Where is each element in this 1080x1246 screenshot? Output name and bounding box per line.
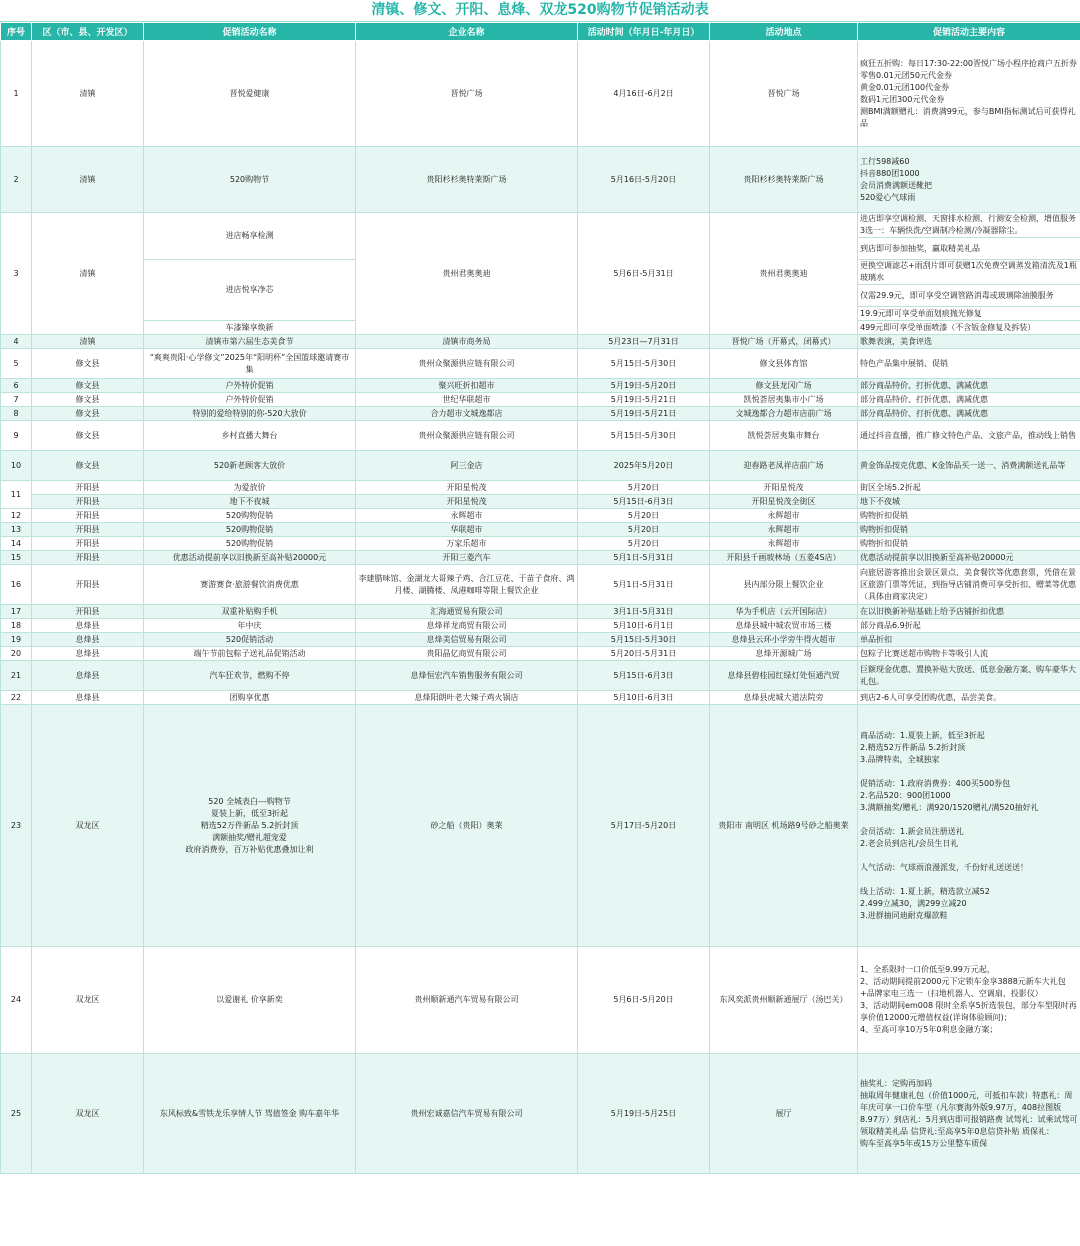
cell-time: 5月6日-5月31日 [578,213,710,335]
cell-place: 开阳县千画坡林场（五菱4S店） [710,551,858,565]
cell-company: 贵州顺新通汽车贸易有限公司 [356,947,578,1054]
cell-activity: 东风标致&雪铁龙乐享情人节 驾值签金 购车嘉年华 [144,1054,356,1174]
cell-no: 15 [1,551,32,565]
cell-time: 5月6日-5月20日 [578,947,710,1054]
cell-activity: 清镇市第六届生态美食节 [144,335,356,349]
cell-company: 世纪华联超市 [356,393,578,407]
cell-district: 修文县 [32,407,144,421]
cell-content: 通过抖音直播，推广修文特色产品、文旅产品，推动线上销售 [858,421,1080,451]
cell-activity: 晋悦爱健康 [144,41,356,147]
cell-district: 开阳县 [32,495,144,509]
cell-place: 县内部分限上餐饮企业 [710,565,858,605]
cell-content: 到店即可参加抽奖，赢取精美礼品 [858,238,1080,260]
table-row [1,661,1080,691]
cell-no: 17 [1,605,32,619]
cell-no: 9 [1,421,32,451]
cell-place: 息烽县虎城大道法院旁 [710,691,858,705]
cell-activity: 520购物节 [144,147,356,213]
cell-company: 李建腊味馆、金湖龙大哥辣子鸡、合江豆花、于苗子食府、鸿月楼、湖腾楼、凤港咖啡等限上餐饮企业 [356,565,578,605]
cell-district: 双龙区 [32,947,144,1054]
cell-content: 工行598减60 抖音880团1000 会员消费满额送靴把 520爱心气球雨 [858,147,1080,213]
cell-company: 汇海通贸易有限公司 [356,605,578,619]
table-row [1,393,1080,407]
cell-time: 5月1日-5月31日 [578,551,710,565]
cell-no: 4 [1,335,32,349]
cell-activity: 进店畅享检测 [144,213,356,260]
cell-company: 清镇市商务局 [356,335,578,349]
cell-place: 修文县体育馆 [710,349,858,379]
cell-no: 19 [1,633,32,647]
cell-place: 修文县龙冈广场 [710,379,858,393]
table-row [1,495,1080,509]
header-row [1,23,1080,41]
cell-no: 7 [1,393,32,407]
cell-time: 3月1日-5月31日 [578,605,710,619]
cell-district: 开阳县 [32,605,144,619]
cell-place: 贵阳杉杉奥特莱斯广场 [710,147,858,213]
cell-company: 贵州众聚源供应链有限公司 [356,421,578,451]
cell-company: 开阳星悦茂 [356,481,578,495]
cell-district: 双龙区 [32,705,144,947]
cell-content: 在以旧换新补贴基础上给予店铺折扣优惠 [858,605,1080,619]
cell-place: 贵州君奥奥迪 [710,213,858,335]
cell-content: 部分商品特价、打折优惠、满减优惠 [858,407,1080,421]
cell-activity: 汽车狂欢节，燃购不停 [144,661,356,691]
cell-no: 21 [1,661,32,691]
cell-district: 清镇 [32,213,144,335]
cell-content: 歌舞表演，美食评选 [858,335,1080,349]
cell-no: 24 [1,947,32,1054]
promotion-table [0,22,1080,1174]
cell-district: 清镇 [32,335,144,349]
cell-no: 13 [1,523,32,537]
cell-content: 疯狂五折购：每日17:30-22:00晋悦广场小程序抢商户五折券 零售0.01元团50元代金券 黄金0.01元团100代金券 数码1元团300元代金券 测BMI满额赠礼：消费满99元，参与BMI指标测试后可获得礼品 [858,41,1080,147]
cell-content: 部分商品特价、打折优惠、满减优惠 [858,393,1080,407]
cell-no: 10 [1,451,32,481]
cell-activity: 地下不夜城 [144,495,356,509]
cell-district: 息烽县 [32,661,144,691]
cell-activity: 进店悦享净芯 [144,260,356,321]
cell-place: 文城逸都合力超市店前广场 [710,407,858,421]
cell-activity: 户外特价促销 [144,393,356,407]
cell-activity: 优惠活动提前享以旧换新至高补贴20000元 [144,551,356,565]
cell-district: 息烽县 [32,691,144,705]
table-row [1,407,1080,421]
cell-time: 5月20日 [578,537,710,551]
cell-time: 5月16日-5月20日 [578,147,710,213]
header-place: 活动地点 [710,23,858,41]
cell-no: 2 [1,147,32,213]
cell-time: 5月15日-5月30日 [578,349,710,379]
cell-time: 5月19日-5月25日 [578,1054,710,1174]
cell-content: 包粽子比赛送超市购物卡等吸引人流 [858,647,1080,661]
cell-content: 向旅居游客推出会景区景点、美食餐饮等优惠套票，凭借在景区旅游门票等凭证，到指导店铺消费可享受折扣、赠菜等优惠（具体由商家决定） [858,565,1080,605]
cell-no: 6 [1,379,32,393]
cell-content: 购物折扣促销 [858,523,1080,537]
cell-content: 抽奖礼：定购再加码 抽取周年健康礼包（价值1000元，可抵扣车款）特惠礼：周年庆可享一口价车型（凡尔赛海外版9.97万，408拉图版8.97万）到店礼：5月到店即可报销路费 试驾礼：试乘试驾可领取精美礼品 信贷礼:至高享5年0息信贷补贴 质保礼： 购车至高享5年或15万公里整车质保 [858,1054,1080,1174]
cell-activity: 520购物促销 [144,509,356,523]
table-row [1,551,1080,565]
cell-place: 晋悦广场（开幕式，闭幕式） [710,335,858,349]
table-row [1,633,1080,647]
cell-activity: 520 全城表白---购物节 夏装上新，低至3折起 精选52万件新品 5.2折封顶 满额抽奖/赠礼超宠爱 政府消费券，百万补贴优惠叠加让利 [144,705,356,947]
cell-time: 5月17日-5月20日 [578,705,710,947]
table-row [1,379,1080,393]
cell-company: 贵州宏诚嘉信汽车贸易有限公司 [356,1054,578,1174]
header-no: 序号 [1,23,32,41]
cell-activity: 乡村直播大舞台 [144,421,356,451]
cell-content: 更换空调滤芯+雨刮片即可获赠1次免费空调蒸发箱清洗及1瓶玻璃水 [858,260,1080,285]
cell-district: 清镇 [32,41,144,147]
cell-activity: 车漆臻享焕新 [144,321,356,335]
cell-place: 东风奕派贵州顺新通展厅（汤巴关） [710,947,858,1054]
cell-content: 499元即可享受单面喷漆（不含钣金修复及拆装） [858,321,1080,335]
cell-time: 5月20日 [578,509,710,523]
cell-content: 进店即享空调检测、天窗排水检测、行测安全检测，增值服务3选一：车辆快洗/空调制冷检测/冷凝器除尘。 [858,213,1080,238]
cell-activity: 520购物促销 [144,537,356,551]
header-activity: 促销活动名称 [144,23,356,41]
cell-no: 12 [1,509,32,523]
cell-time: 5月10日-6月3日 [578,691,710,705]
cell-content: 部分商品6.9折起 [858,619,1080,633]
cell-activity: 特别的爱给特别的你-520大放价 [144,407,356,421]
table-row [1,41,1080,147]
cell-district: 开阳县 [32,523,144,537]
cell-time: 5月15日-6月3日 [578,495,710,509]
cell-district: 开阳县 [32,509,144,523]
cell-place: 永辉超市 [710,509,858,523]
cell-time: 5月15日-5月30日 [578,633,710,647]
cell-content: 巨额现金优惠、置换补贴大放送、低息金融方案、购车豪华大礼包。 [858,661,1080,691]
header-company: 企业名称 [356,23,578,41]
cell-company: 砂之船（贵阳）奥莱 [356,705,578,947]
cell-time: 5月19日-5月21日 [578,393,710,407]
header-district: 区（市、县、开发区） [32,23,144,41]
cell-company: 贵州众聚源供应链有限公司 [356,349,578,379]
cell-time: 5月1日-5月31日 [578,565,710,605]
cell-place: 展厅 [710,1054,858,1174]
cell-no: 14 [1,537,32,551]
cell-no: 11 [1,481,32,509]
cell-activity: 520新老顾客大放价 [144,451,356,481]
cell-district: 息烽县 [32,647,144,661]
cell-company: 贵阳晶亿商贸有限公司 [356,647,578,661]
cell-content: 1、全系限时一口价低至9.99万元起， 2、活动期间提前2000元下定锁车金享3888元新车大礼包+品牌家电三选一（扫地机器人、空调扇、投影仪） 3、活动期间em008 限时全系享5折选装包，部分车型限时再享价值12000元增值权益(详询体验顾问)； 4、至高可享10万5年0利息金融方案； [858,947,1080,1054]
cell-place: 迎春路老凤祥店前广场 [710,451,858,481]
cell-place: 凯悦荟居夷集市小广场 [710,393,858,407]
cell-activity: 团购享优惠 [144,691,356,705]
cell-content: 19.9元即可享受单面划痕抛光修复 [858,307,1080,321]
cell-place: 华为手机店（云开国际店） [710,605,858,619]
cell-district: 开阳县 [32,551,144,565]
table-row [1,481,1080,495]
cell-district: 开阳县 [32,565,144,605]
table-row [1,509,1080,523]
cell-company: 晋悦广场 [356,41,578,147]
cell-activity: 520促销活动 [144,633,356,647]
cell-company: 阿三金店 [356,451,578,481]
cell-district: 修文县 [32,379,144,393]
table-row [1,565,1080,605]
table-row [1,691,1080,705]
cell-district: 开阳县 [32,537,144,551]
cell-place: 晋悦广场 [710,41,858,147]
cell-activity: 年中庆 [144,619,356,633]
cell-content: 商品活动：1.夏装上新，低至3折起 2.精选52万件新品 5.2折封顶 3.品牌特卖，全城独家 促销活动：1.政府消费券：400买500券包 2.名品520：900团1000 3.满额抽奖/赠礼：满920/1520赠礼/满520抽好礼 会员活动：1.新会员注册送礼 2.老会员到店礼/会员生日礼 人气活动：气球雨浪漫派发，千份好礼送送送！ 线上活动：1.夏上新，精选款立减52 2.499立减30，满299立减20 3.进群抽同迪耐克爆款鞋 [858,705,1080,947]
cell-district: 修文县 [32,393,144,407]
table-row [1,619,1080,633]
cell-content: 购物折扣促销 [858,509,1080,523]
cell-district: 修文县 [32,451,144,481]
cell-company: 息烽祥龙商贸有限公司 [356,619,578,633]
table-row [1,213,1080,238]
cell-activity: 户外特价促销 [144,379,356,393]
cell-time: 5月20日-5月31日 [578,647,710,661]
cell-district: 息烽县 [32,619,144,633]
cell-time: 5月10日-6月1日 [578,619,710,633]
cell-activity: “爽爽贵阳·心学修文”2025年“阳明杯”全国篮球邀请赛市集 [144,349,356,379]
cell-no: 18 [1,619,32,633]
cell-no: 22 [1,691,32,705]
cell-place: 贵阳市 南明区 机场路9号砂之船奥莱 [710,705,858,947]
cell-time: 5月20日 [578,481,710,495]
cell-district: 开阳县 [32,481,144,495]
cell-no: 20 [1,647,32,661]
cell-no: 25 [1,1054,32,1174]
table-row [1,335,1080,349]
cell-company: 合力超市文城逸都店 [356,407,578,421]
cell-place: 凯悦荟居夷集市舞台 [710,421,858,451]
cell-time: 5月15日-5月30日 [578,421,710,451]
cell-no: 16 [1,565,32,605]
cell-district: 双龙区 [32,1054,144,1174]
cell-place: 息烽县云环小学旁牛得火超市 [710,633,858,647]
cell-no: 23 [1,705,32,947]
cell-company: 永辉超市 [356,509,578,523]
cell-place: 息烽县城中城农贸市场三楼 [710,619,858,633]
cell-time: 5月20日 [578,523,710,537]
cell-activity: 以爱谢礼 价享新奕 [144,947,356,1054]
page-title: 清镇、修文、开阳、息烽、双龙520购物节促销活动表 [0,0,1080,22]
cell-place: 永辉超市 [710,523,858,537]
table-row [1,605,1080,619]
cell-no: 5 [1,349,32,379]
table-row [1,705,1080,947]
cell-district: 修文县 [32,421,144,451]
cell-activity: 双重补贴购手机 [144,605,356,619]
cell-time: 5月19日-5月21日 [578,407,710,421]
cell-company: 聚兴旺折扣超市 [356,379,578,393]
cell-content: 仅需29.9元，即可享受空调管路消毒或玻璃除油膜服务 [858,285,1080,307]
table-row [1,647,1080,661]
cell-content: 单品折扣 [858,633,1080,647]
cell-time: 5月23日—7月31日 [578,335,710,349]
cell-activity: 为爱放价 [144,481,356,495]
cell-content: 地下不夜城 [858,495,1080,509]
cell-company: 贵阳杉杉奥特莱斯广场 [356,147,578,213]
cell-time: 2025年5月20日 [578,451,710,481]
table-row [1,349,1080,379]
cell-content: 黄金饰品按克优惠、K金饰品买一送一、消费满额送礼品等 [858,451,1080,481]
cell-company: 贵州君奥奥迪 [356,213,578,335]
cell-time: 5月19日-5月20日 [578,379,710,393]
cell-company: 息烽美信贸易有限公司 [356,633,578,647]
table-row [1,421,1080,451]
table-row [1,523,1080,537]
cell-content: 部分商品特价、打折优惠、满减优惠 [858,379,1080,393]
cell-district: 息烽县 [32,633,144,647]
cell-no: 1 [1,41,32,147]
cell-no: 3 [1,213,32,335]
cell-content: 购物折扣促销 [858,537,1080,551]
header-content: 促销活动主要内容 [858,23,1080,41]
table-row [1,147,1080,213]
cell-time: 4月16日-6月2日 [578,41,710,147]
cell-time: 5月15日-6月3日 [578,661,710,691]
cell-company: 息烽恒宏汽车销售服务有限公司 [356,661,578,691]
cell-place: 永辉超市 [710,537,858,551]
cell-place: 息烽县碧桂园红绿灯处恒通汽贸 [710,661,858,691]
header-time: 活动时间（年月日-年月日） [578,23,710,41]
cell-no: 8 [1,407,32,421]
cell-company: 开阳三菱汽车 [356,551,578,565]
cell-content: 街区全场5.2折起 [858,481,1080,495]
cell-district: 清镇 [32,147,144,213]
cell-content: 到店2-6人可享受团购优惠，品尝美食。 [858,691,1080,705]
cell-activity: 赛游赛食·旅游餐饮消费优惠 [144,565,356,605]
cell-content: 特色产品集中展销、促销 [858,349,1080,379]
cell-district: 修文县 [32,349,144,379]
table-row [1,537,1080,551]
cell-company: 华联超市 [356,523,578,537]
cell-company: 息烽阳朗叶老大辣子鸡火锅店 [356,691,578,705]
cell-company: 开阳星悦茂 [356,495,578,509]
table-row [1,451,1080,481]
cell-place: 开阳星悦茂全街区 [710,495,858,509]
table-row [1,947,1080,1054]
table-row [1,1054,1080,1174]
cell-place: 开阳星悦茂 [710,481,858,495]
cell-place: 息烽开源城广场 [710,647,858,661]
cell-activity: 端午节前包粽子送礼品促销活动 [144,647,356,661]
cell-activity: 520购物促销 [144,523,356,537]
cell-content: 优惠活动提前享以旧换新至高补贴20000元 [858,551,1080,565]
cell-company: 万家乐超市 [356,537,578,551]
